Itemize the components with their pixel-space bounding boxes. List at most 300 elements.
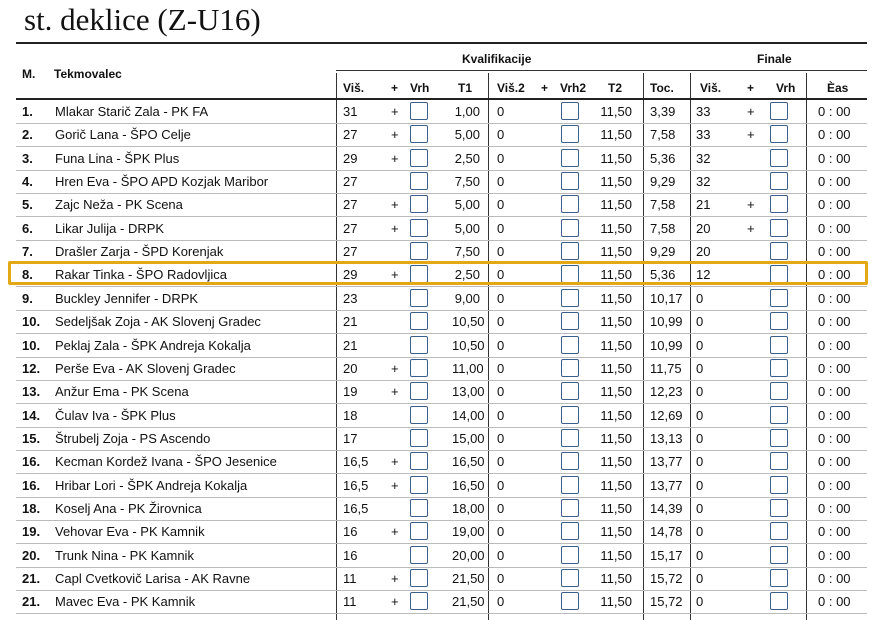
height-cell: 23	[343, 291, 358, 306]
highlighted-row-frame	[8, 261, 868, 285]
rank-cell: 13.	[22, 384, 41, 399]
final-height-cell: 0	[696, 501, 704, 516]
points-cell: 7,58	[650, 127, 676, 142]
t1-cell: 10,50	[452, 338, 485, 353]
rank-cell: 1.	[22, 104, 33, 119]
rank-cell: 4.	[22, 174, 33, 189]
height-cell: 11	[343, 594, 357, 609]
top-plus-marker: +	[391, 267, 399, 282]
top-plus-marker: +	[391, 594, 399, 609]
height-cell: 27	[343, 127, 358, 142]
t1-cell: 19,00	[452, 524, 485, 539]
competitor-name: Trunk Nina - PK Kamnik	[55, 548, 194, 563]
t2-cell: 11,50	[600, 291, 632, 306]
final-height-cell: 33	[696, 127, 711, 142]
row-divider	[16, 567, 867, 568]
height2-cell: 0	[497, 338, 505, 353]
competitor-name: Likar Julija - DRPK	[55, 221, 165, 236]
top-plus-marker: +	[391, 197, 399, 212]
height2-cell: 0	[497, 454, 505, 469]
top-plus-marker: +	[391, 524, 399, 539]
height-cell: 27	[343, 174, 358, 189]
rank-cell: 16.	[22, 454, 41, 469]
final-top-checkbox	[770, 546, 788, 564]
points-cell: 12,23	[650, 384, 683, 399]
top-checkbox	[410, 125, 428, 143]
competitor-name: Vehovar Eva - PK Kamnik	[55, 524, 205, 539]
height-cell: 27	[343, 244, 358, 259]
time-cell: 0 : 00	[818, 291, 851, 306]
column-divider	[690, 73, 691, 620]
final-top-checkbox	[770, 336, 788, 354]
height2-cell: 0	[497, 291, 505, 306]
height-cell: 29	[343, 267, 358, 282]
points-cell: 12,69	[650, 408, 683, 423]
top2-checkbox	[561, 452, 579, 470]
t2-cell: 11,50	[600, 221, 632, 236]
height-cell: 16,5	[343, 478, 369, 493]
t1-cell: 5,00	[454, 197, 480, 212]
t2-cell: 11,50	[600, 571, 632, 586]
top2-checkbox	[561, 406, 579, 424]
final-top-checkbox	[770, 569, 788, 587]
height-cell: 20	[343, 361, 358, 376]
top-checkbox	[410, 172, 428, 190]
t2-cell: 11,50	[600, 338, 632, 353]
competitor-name: Gorič Lana - ŠPO Celje	[55, 127, 191, 142]
column-divider	[643, 73, 644, 620]
time-cell: 0 : 00	[818, 127, 851, 142]
final-top-checkbox	[770, 382, 788, 400]
points-cell: 15,72	[650, 594, 683, 609]
column-header: Vrh	[776, 81, 796, 95]
final-top-checkbox	[770, 452, 788, 470]
rank-cell: 12.	[22, 361, 41, 376]
height2-cell: 0	[497, 197, 505, 212]
time-cell: 0 : 00	[818, 524, 851, 539]
top-checkbox	[410, 195, 428, 213]
height-cell: 31	[343, 104, 358, 119]
column-header: +	[747, 81, 755, 95]
column-header: Viš.	[343, 81, 365, 95]
points-cell: 11,75	[650, 361, 682, 376]
top-checkbox	[410, 592, 428, 610]
height2-cell: 0	[497, 548, 505, 563]
column-header: Toc.	[650, 81, 674, 95]
final-top-checkbox	[770, 429, 788, 447]
final-height-cell: 0	[696, 314, 704, 329]
height-cell: 17	[343, 431, 358, 446]
t1-cell: 7,50	[454, 174, 480, 189]
header-m: M.	[22, 67, 36, 81]
top-plus-marker: +	[391, 151, 399, 166]
competitor-name: Drašler Zarja - ŠPD Korenjak	[55, 244, 224, 259]
points-cell: 5,36	[650, 267, 676, 282]
time-cell: 0 : 00	[818, 571, 851, 586]
column-header: Vrh2	[560, 81, 587, 95]
header-kvalifikacije: Kvalifikacije	[462, 52, 532, 66]
rank-cell: 9.	[22, 291, 33, 306]
rank-cell: 18.	[22, 501, 41, 516]
t2-cell: 11,50	[600, 197, 632, 212]
column-header: Èas	[827, 81, 849, 95]
competitor-name: Zajc Neža - PK Scena	[55, 197, 183, 212]
final-height-cell: 32	[696, 174, 711, 189]
top-checkbox	[410, 499, 428, 517]
top-checkbox	[410, 359, 428, 377]
final-plus-marker: +	[747, 197, 755, 212]
final-height-cell: 12	[696, 267, 711, 282]
rank-cell: 10.	[22, 338, 41, 353]
t2-cell: 11,50	[600, 174, 632, 189]
rank-cell: 15.	[22, 431, 41, 446]
final-plus-marker: +	[747, 104, 755, 119]
competitor-name: Anžur Ema - PK Scena	[55, 384, 189, 399]
competitor-name: Mlakar Starič Zala - PK FA	[55, 104, 209, 119]
time-cell: 0 : 00	[818, 548, 851, 563]
top2-checkbox	[561, 522, 579, 540]
row-divider	[16, 613, 867, 614]
time-cell: 0 : 00	[818, 454, 851, 469]
final-height-cell: 0	[696, 524, 704, 539]
t2-cell: 11,50	[600, 501, 632, 516]
rank-cell: 3.	[22, 151, 33, 166]
row-divider	[16, 497, 867, 498]
final-height-cell: 0	[696, 478, 704, 493]
top2-checkbox	[561, 429, 579, 447]
top-checkbox	[410, 219, 428, 237]
final-top-checkbox	[770, 172, 788, 190]
points-cell: 13,13	[650, 431, 683, 446]
points-cell: 15,17	[650, 548, 683, 563]
top-checkbox	[410, 102, 428, 120]
row-divider	[16, 380, 867, 381]
final-height-cell: 32	[696, 151, 711, 166]
t2-cell: 11,50	[600, 524, 632, 539]
points-cell: 13,77	[650, 478, 683, 493]
time-cell: 0 : 00	[818, 408, 851, 423]
rank-cell: 2.	[22, 127, 33, 142]
height2-cell: 0	[497, 524, 505, 539]
final-plus-marker: +	[747, 127, 755, 142]
top2-checkbox	[561, 172, 579, 190]
top-checkbox	[410, 429, 428, 447]
final-height-cell: 20	[696, 244, 711, 259]
height-cell: 27	[343, 221, 358, 236]
final-top-checkbox	[770, 499, 788, 517]
row-divider	[16, 427, 867, 428]
top-plus-marker: +	[391, 571, 399, 586]
t1-cell: 1,00	[454, 104, 480, 119]
final-height-cell: 21	[696, 197, 711, 212]
time-cell: 0 : 00	[818, 244, 851, 259]
rank-cell: 8.	[22, 267, 33, 282]
rank-cell: 7.	[22, 244, 33, 259]
t2-cell: 11,50	[600, 127, 632, 142]
time-cell: 0 : 00	[818, 384, 851, 399]
column-header: Vrh	[410, 81, 430, 95]
final-height-cell: 0	[696, 548, 704, 563]
final-height-cell: 0	[696, 454, 704, 469]
time-cell: 0 : 00	[818, 197, 851, 212]
height2-cell: 0	[497, 267, 505, 282]
header-tekmovalec: Tekmovalec	[54, 67, 122, 81]
points-cell: 7,58	[650, 197, 676, 212]
rank-cell: 10.	[22, 314, 41, 329]
top-checkbox	[410, 569, 428, 587]
points-cell: 15,72	[650, 571, 683, 586]
row-divider	[16, 216, 867, 217]
row-divider	[16, 357, 867, 358]
t2-cell: 11,50	[600, 314, 632, 329]
points-cell: 9,29	[650, 244, 676, 259]
points-cell: 10,17	[650, 291, 683, 306]
height2-cell: 0	[497, 361, 505, 376]
top2-checkbox	[561, 569, 579, 587]
final-top-checkbox	[770, 125, 788, 143]
t1-cell: 21,50	[452, 594, 485, 609]
row-divider	[16, 450, 867, 451]
time-cell: 0 : 00	[818, 338, 851, 353]
time-cell: 0 : 00	[818, 221, 851, 236]
height-cell: 16,5	[343, 454, 369, 469]
row-divider	[16, 310, 867, 311]
rank-cell: 6.	[22, 221, 33, 236]
competitor-name: Štrubelj Zoja - PS Ascendo	[55, 431, 211, 446]
final-height-cell: 0	[696, 361, 704, 376]
final-top-checkbox	[770, 406, 788, 424]
top-plus-marker: +	[391, 127, 399, 142]
points-cell: 14,39	[650, 501, 683, 516]
height2-cell: 0	[497, 151, 505, 166]
header-finale: Finale	[757, 52, 792, 66]
height2-cell: 0	[497, 571, 505, 586]
t2-cell: 11,50	[600, 151, 632, 166]
row-divider	[16, 240, 867, 241]
height-cell: 27	[343, 197, 358, 212]
row-divider	[16, 403, 867, 404]
top2-checkbox	[561, 149, 579, 167]
final-height-cell: 0	[696, 431, 704, 446]
final-height-cell: 0	[696, 338, 704, 353]
t1-cell: 14,00	[452, 408, 485, 423]
height-cell: 16	[343, 524, 358, 539]
competitor-name: Sedeljšak Zoja - AK Slovenj Gradec	[55, 314, 261, 329]
final-height-cell: 0	[696, 571, 704, 586]
final-top-checkbox	[770, 312, 788, 330]
time-cell: 0 : 00	[818, 151, 851, 166]
competitor-name: Hribar Lori - ŠPK Andreja Kokalja	[55, 478, 248, 493]
top2-checkbox	[561, 336, 579, 354]
final-top-checkbox	[770, 242, 788, 260]
column-divider	[806, 73, 807, 620]
column-header: T2	[608, 81, 623, 95]
t2-cell: 11,50	[600, 454, 632, 469]
top-checkbox	[410, 289, 428, 307]
height2-cell: 0	[497, 594, 505, 609]
height-cell: 16	[343, 548, 358, 563]
top-checkbox	[410, 242, 428, 260]
title-rule	[16, 42, 867, 44]
column-header: T1	[458, 81, 473, 95]
row-divider	[16, 146, 867, 147]
row-divider	[16, 590, 867, 591]
t2-cell: 11,50	[600, 104, 632, 119]
final-height-cell: 0	[696, 291, 704, 306]
height-cell: 29	[343, 151, 358, 166]
competitor-name: Perše Eva - AK Slovenj Gradec	[55, 361, 236, 376]
competitor-name: Mavec Eva - PK Kamnik	[55, 594, 196, 609]
t1-cell: 16,50	[452, 454, 485, 469]
height2-cell: 0	[497, 314, 505, 329]
final-top-checkbox	[770, 359, 788, 377]
top2-checkbox	[561, 102, 579, 120]
header-rule	[336, 70, 867, 71]
time-cell: 0 : 00	[818, 594, 851, 609]
rank-cell: 14.	[22, 408, 41, 423]
t1-cell: 15,00	[452, 431, 485, 446]
top-checkbox	[410, 546, 428, 564]
top-plus-marker: +	[391, 478, 399, 493]
top2-checkbox	[561, 195, 579, 213]
rank-cell: 21.	[22, 594, 41, 609]
t2-cell: 11,50	[600, 384, 632, 399]
time-cell: 0 : 00	[818, 501, 851, 516]
final-top-checkbox	[770, 149, 788, 167]
points-cell: 9,29	[650, 174, 676, 189]
column-divider	[488, 73, 489, 620]
rank-cell: 20.	[22, 548, 41, 563]
top2-checkbox	[561, 546, 579, 564]
top-checkbox	[410, 522, 428, 540]
height2-cell: 0	[497, 408, 505, 423]
t1-cell: 18,00	[452, 501, 485, 516]
t2-cell: 11,50	[600, 267, 632, 282]
t1-cell: 2,50	[454, 151, 480, 166]
t1-cell: 5,00	[454, 221, 480, 236]
points-cell: 3,39	[650, 104, 676, 119]
top2-checkbox	[561, 476, 579, 494]
competitor-name: Buckley Jennifer - DRPK	[55, 291, 199, 306]
row-divider	[16, 520, 867, 521]
t1-cell: 5,00	[454, 127, 480, 142]
points-cell: 10,99	[650, 314, 683, 329]
top2-checkbox	[561, 125, 579, 143]
t1-cell: 11,00	[452, 361, 484, 376]
top-checkbox	[410, 476, 428, 494]
competitor-name: Hren Eva - ŠPO APD Kozjak Maribor	[55, 174, 269, 189]
final-height-cell: 33	[696, 104, 711, 119]
header-bottom-rule	[16, 98, 867, 100]
final-top-checkbox	[770, 289, 788, 307]
top2-checkbox	[561, 219, 579, 237]
height-cell: 21	[343, 314, 358, 329]
top-plus-marker: +	[391, 104, 399, 119]
top-checkbox	[410, 336, 428, 354]
row-divider	[16, 123, 867, 124]
top-plus-marker: +	[391, 384, 399, 399]
height2-cell: 0	[497, 478, 505, 493]
height2-cell: 0	[497, 221, 505, 236]
top-plus-marker: +	[391, 361, 399, 376]
t2-cell: 11,50	[600, 244, 632, 259]
top2-checkbox	[561, 312, 579, 330]
top-plus-marker: +	[391, 221, 399, 236]
final-height-cell: 0	[696, 594, 704, 609]
t1-cell: 20,00	[452, 548, 485, 563]
height-cell: 16,5	[343, 501, 369, 516]
top-checkbox	[410, 406, 428, 424]
final-top-checkbox	[770, 522, 788, 540]
height2-cell: 0	[497, 431, 505, 446]
points-cell: 7,58	[650, 221, 676, 236]
rank-cell: 5.	[22, 197, 33, 212]
rank-cell: 19.	[22, 524, 41, 539]
height2-cell: 0	[497, 174, 505, 189]
time-cell: 0 : 00	[818, 314, 851, 329]
points-cell: 10,99	[650, 338, 683, 353]
top-checkbox	[410, 149, 428, 167]
t1-cell: 7,50	[454, 244, 480, 259]
column-header: +	[391, 81, 399, 95]
final-top-checkbox	[770, 102, 788, 120]
top2-checkbox	[561, 499, 579, 517]
time-cell: 0 : 00	[818, 478, 851, 493]
time-cell: 0 : 00	[818, 174, 851, 189]
t1-cell: 10,50	[452, 314, 485, 329]
final-top-checkbox	[770, 219, 788, 237]
top-plus-marker: +	[391, 454, 399, 469]
final-height-cell: 0	[696, 384, 704, 399]
time-cell: 0 : 00	[818, 361, 851, 376]
top2-checkbox	[561, 289, 579, 307]
height-cell: 21	[343, 338, 358, 353]
column-header: Viš.2	[497, 81, 525, 95]
t1-cell: 21,50	[452, 571, 485, 586]
top-checkbox	[410, 452, 428, 470]
final-top-checkbox	[770, 476, 788, 494]
height-cell: 18	[343, 408, 358, 423]
competitor-name: Rakar Tinka - ŠPO Radovljica	[55, 267, 227, 282]
time-cell: 0 : 00	[818, 267, 851, 282]
height2-cell: 0	[497, 244, 505, 259]
top2-checkbox	[561, 359, 579, 377]
top-checkbox	[410, 312, 428, 330]
competitor-name: Peklaj Zala - ŠPK Andreja Kokalja	[55, 338, 251, 353]
height-cell: 11	[343, 571, 357, 586]
points-cell: 13,77	[650, 454, 683, 469]
competitor-name: Čulav Iva - ŠPK Plus	[55, 408, 176, 423]
row-divider	[16, 473, 867, 474]
t2-cell: 11,50	[600, 361, 632, 376]
time-cell: 0 : 00	[818, 104, 851, 119]
t2-cell: 11,50	[600, 431, 632, 446]
points-cell: 14,78	[650, 524, 683, 539]
column-header: +	[541, 81, 549, 95]
final-plus-marker: +	[747, 221, 755, 236]
top2-checkbox	[561, 592, 579, 610]
top2-checkbox	[561, 382, 579, 400]
rank-cell: 16.	[22, 478, 41, 493]
top2-checkbox	[561, 242, 579, 260]
row-divider	[16, 286, 867, 287]
height2-cell: 0	[497, 501, 505, 516]
t1-cell: 2,50	[454, 267, 480, 282]
points-cell: 5,36	[650, 151, 676, 166]
final-height-cell: 0	[696, 408, 704, 423]
row-divider	[16, 333, 867, 334]
row-divider	[16, 170, 867, 171]
